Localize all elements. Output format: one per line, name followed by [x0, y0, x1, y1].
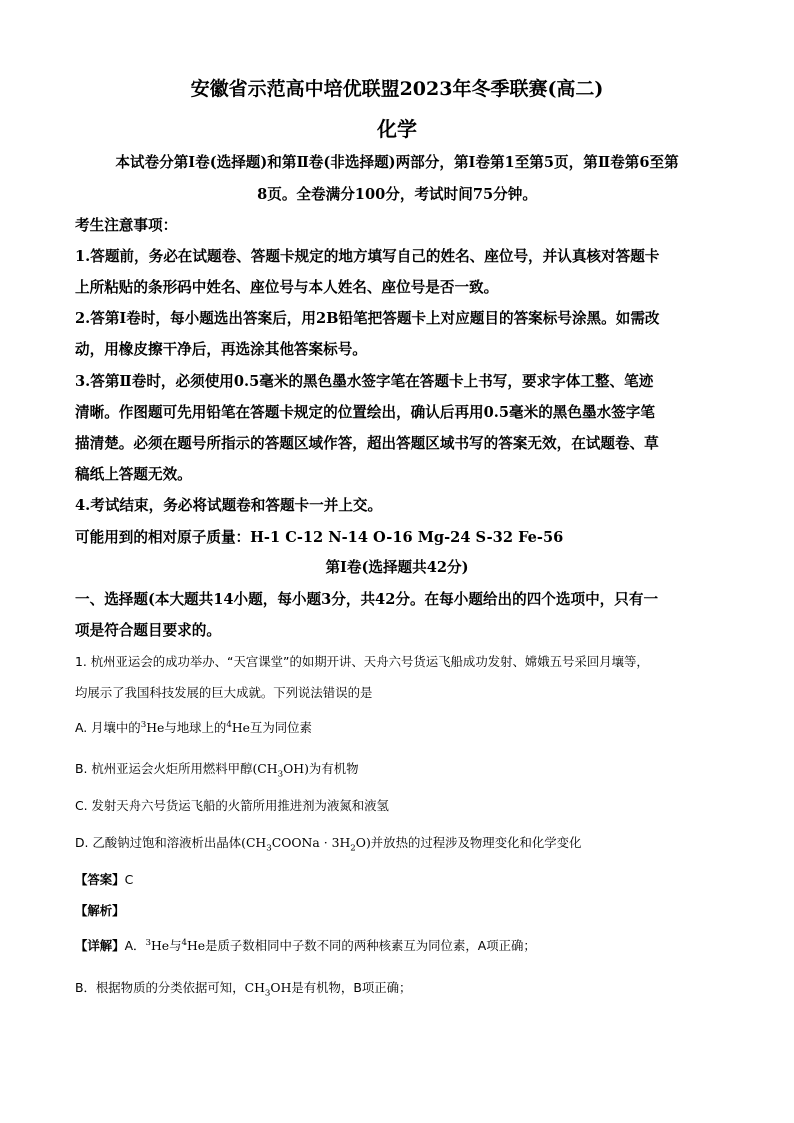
- section-instruction: 一、选择题(本大题共14小题，每小题3分，共42分。在每小题给出的四个选项中，只有一: [75, 591, 659, 608]
- analysis-label: 【解析】: [75, 903, 125, 918]
- section-instruction: 项是符合题目要求的。: [75, 622, 221, 639]
- answer: 【答案】C: [75, 872, 134, 887]
- notice-line: 清晰。作图题可先用铅笔在答题卡规定的位置绘出，确认后再用0.5毫米的黑色墨水签字笔: [75, 404, 655, 421]
- notice-heading: 考生注意事项：: [75, 217, 178, 234]
- notice-line: 稿纸上答题无效。: [75, 466, 192, 483]
- notice-line: 4.考试结束，务必将试题卷和答题卡一并上交。: [75, 497, 383, 514]
- notice-line: 3.答第Ⅱ卷时，必须使用0.5毫米的黑色墨水签字笔在答题卡上书写，要求字体工整、笔迹: [75, 373, 654, 390]
- option-c: C. 发射天舟六号货运飞船的火箭所用推进剂为液氮和液氢: [75, 798, 389, 813]
- detail-a: 【详解】A．$^3$He与$^4$He是质子数相同中子数不同的两种核素互为同位素，A项正确；: [75, 937, 536, 953]
- atomic-masses: 可能用到的相对原子质量：H-1 C-12 N-14 O-16 Mg-24 S-32 Fe-56: [75, 529, 564, 546]
- detail-b: B．根据物质的分类依据可知，$CH_3OH$是有机物，B项正确；: [75, 980, 412, 999]
- option-a: A. 月壤中的$^3$He与地球上的$^4$He互为同位素: [75, 719, 312, 735]
- notice-line: 动，用橡皮擦干净后，再选涂其他答案标号。: [75, 341, 367, 358]
- section-title: 第Ⅰ卷(选择题共42分): [325, 559, 469, 576]
- question-stem: 1. 杭州亚运会的成功举办、“天宫课堂”的如期开讲、天舟六号货运飞船成功发射、嫦娥五号采回月壤等，: [75, 654, 649, 669]
- notice-line: 2.答第Ⅰ卷时，每小题选出答案后，用2B铅笔把答题卡上对应题目的答案标号涂黑。如需改: [75, 310, 660, 327]
- subject-title: 化学: [377, 117, 417, 141]
- option-d: D. 乙酸钠过饱和溶液析出晶体$(CH_3COONa \cdot 3H_2O)$并放热的过程涉及物理变化和化学变化: [75, 835, 582, 854]
- notice-line: 描清楚。必须在题号所指示的答题区域作答，超出答题区域书写的答案无效，在试题卷、草: [75, 435, 659, 452]
- exam-title: 安徽省示范高中培优联盟2023年冬季联赛(高二): [190, 78, 604, 100]
- question-stem: 均展示了我国科技发展的巨大成就。下列说法错误的是: [75, 685, 373, 700]
- option-b: B. 杭州亚运会火炬所用燃料甲醇$(CH_3OH)$为有机物: [75, 761, 359, 780]
- intro-line-1: 本试卷分第Ⅰ卷(选择题)和第Ⅱ卷(非选择题)两部分，第Ⅰ卷第1至第5页，第Ⅱ卷第6至第: [115, 154, 679, 171]
- notice-line: 上所粘贴的条形码中姓名、座位号与本人姓名、座位号是否一致。: [75, 279, 499, 296]
- intro-line-2: 8页。全卷满分100分，考试时间75分钟。: [257, 186, 537, 203]
- notice-line: 1.答题前，务必在试题卷、答题卡规定的地方填写自己的姓名、座位号，并认真核对答题卡: [75, 248, 660, 265]
